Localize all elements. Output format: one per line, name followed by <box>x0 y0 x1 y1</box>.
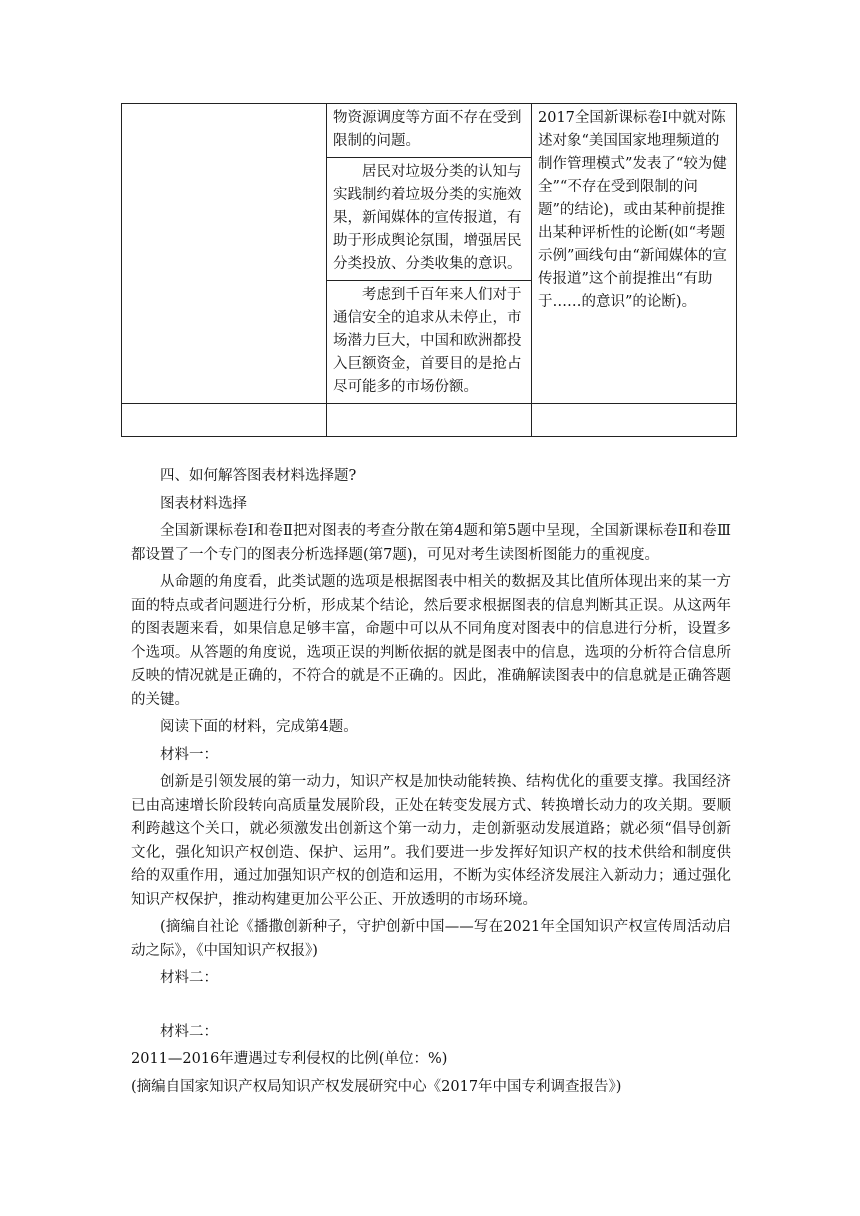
material-source: (摘编自国家知识产权局知识产权发展研究中心《2017年中国专利调查报告》) <box>131 1078 622 1095</box>
table-cell-text <box>327 281 532 404</box>
instruction: 阅读下面的材料，完成第4题。 <box>160 719 358 735</box>
table-cell-empty <box>122 404 327 437</box>
table-cell-empty <box>532 404 737 437</box>
figure-caption: 2011—2016年遭遇过专利侵权的比例(单位：%) <box>131 1051 448 1067</box>
table-cell-text <box>532 104 737 404</box>
section-subheading: 图表材料选择 <box>160 495 247 512</box>
table-cell-empty <box>327 404 532 437</box>
paragraph: 全国新课标卷Ⅰ和卷Ⅱ把对图表的考查分散在第4题和第5题中呈现，全国新课标卷Ⅱ和卷Ⅲ都设置了一个专门的图表分析选择题(第7题)，可见对考生读图析图能力的重视度。 <box>131 523 731 563</box>
material-label: 材料二： <box>160 1023 218 1040</box>
cell-paragraph: 居民对垃圾分类的认知与实践制约着垃圾分类的实施效果，新闻媒体的宣传报道，有助于形成舆论氛围，增强居民分类投放、分类收集的意识。 <box>333 164 522 272</box>
material-text: 创新是引领发展的第一动力，知识产权是加快动能转换、结构优化的重要支撑。我国经济已由高速增长阶段转向高质量发展阶段，正处在转变发展方式、转换增长动力的攻关期。要顺利跨越这个关口，就必须激发出创新这个第一动力，走创新驱动发展道路；就必须“倡导创新文化，强化知识产权创造、保护、运用”。我们要进一步发挥好知识产权的技术供给和制度供给的双重作用，通过加强知识产权的创造和运用，不断为实体经济发展注入新动力；通过强化知识产权保护，推动构建更加公平公正、开放透明的市场环境。 <box>131 774 731 908</box>
table-cell-text <box>327 158 532 281</box>
material-source: (摘编自社论《播撒创新种子，守护创新中国——写在2021年全国知识产权宣传周活动启动之际》，《中国知识产权报》) <box>131 919 731 959</box>
table-cell-text <box>327 104 532 158</box>
table-cell-empty <box>122 104 327 404</box>
cell-paragraph: 物资源调度等方面不存在受到限制的问题。 <box>333 110 522 149</box>
section-heading: 四、如何解答图表材料选择题? <box>160 468 357 484</box>
material-label: 材料二： <box>160 970 218 986</box>
paragraph: 从命题的角度看，此类试题的选项是根据图表中相关的数据及其比值所体现出来的某一方面的特点或者问题进行分析，形成某个结论，然后要求根据图表的信息判断其正误。从这两年的图表题来看，如果信息足够丰富，命题中可以从不同角度对图表中的信息进行分析，设置多个选项。从答题的角度说，选项正误的判断依据的就是图表中的信息，选项的分析符合信息所反映的情况就是正确的，不符合的就是不正确的。因此，准确解读图表中的信息就是正确答题的关键。 <box>131 574 731 708</box>
cell-paragraph: 2017全国新课标卷Ⅰ中就对陈述对象“美国国家地理频道的制作管理模式”发表了“较为健全”“不存在受到限制的问题”的结论)，或由某种前提推出某种评析性的论断(如“考题示例”画线句由“新闻媒体的宣传报道”这个前提推出“有助于……的意识”的论断)。 <box>538 110 727 310</box>
comparison-table <box>121 103 737 437</box>
cell-paragraph: 考虑到千百年来人们对于通信安全的追求从未停止，市场潜力巨大，中国和欧洲都投入巨额资金，首要目的是抢占尽可能多的市场份额。 <box>333 287 522 395</box>
material-label: 材料一： <box>160 746 218 763</box>
document-body <box>131 465 731 1103</box>
